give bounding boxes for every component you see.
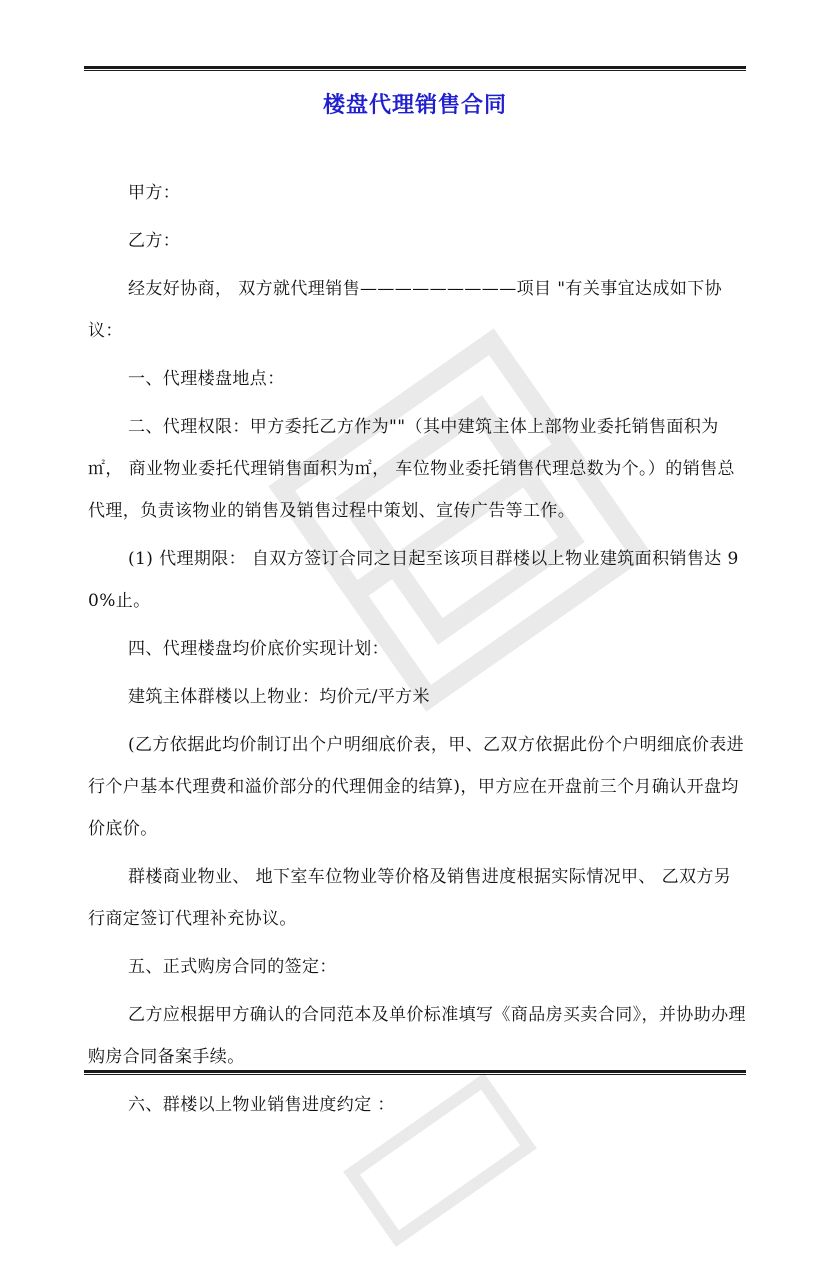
section-1-location: 一、代理楼盘地点： [128, 369, 285, 389]
clause-agency-period: (1) 代理期限： 自双方签订合同之日起至该项目群楼以上物业建筑面积销售达 90%止。 [88, 549, 739, 611]
party-a-line: 甲方： [128, 183, 181, 203]
document-body [88, 172, 748, 1126]
section-2-authority: 二、代理权限：甲方委托乙方作为""（其中建筑主体上部物业委托销售面积为㎡， 商业物业委托代理销售面积为㎡， 车位物业委托销售代理总数为个。）的销售总代理，负责该物业的销售及销售过程中策划、宣传广告等工作。 [88, 417, 735, 521]
agreement-intro: 经友好协商， 双方就代理销售—————————项目 "有关事宜达成如下协议： [88, 279, 723, 341]
contract-filling-note: 乙方应根据甲方确认的合同范本及单价标准填写《商品房买卖合同》，并协助办理购房合同备案手续。 [88, 1005, 746, 1067]
commercial-parking-note: 群楼商业物业、 地下室车位物业等价格及销售进度根据实际情况甲、 乙双方另行商定签订代理补充协议。 [88, 867, 732, 929]
section-5-contract: 五、正式购房合同的签定： [128, 957, 337, 977]
section-6-schedule: 六、群楼以上物业销售进度约定 ： [128, 1095, 395, 1115]
header-rule [84, 66, 746, 71]
party-b-line: 乙方： [128, 231, 181, 251]
main-building-price: 建筑主体群楼以上物业：均价元/平方米 [128, 687, 430, 707]
price-table-note: (乙方依据此均价制订出个户明细底价表，甲、乙双方依据此份个户明细底价表进行个户基本代理费和溢价部分的代理佣金的结算)，甲方应在开盘前三个月确认开盘均价底价。 [88, 735, 745, 839]
document-title: 楼盘代理销售合同 [322, 93, 507, 118]
section-4-price-plan: 四、代理楼盘均价底价实现计划： [128, 639, 389, 659]
footer-rule [84, 1070, 746, 1075]
